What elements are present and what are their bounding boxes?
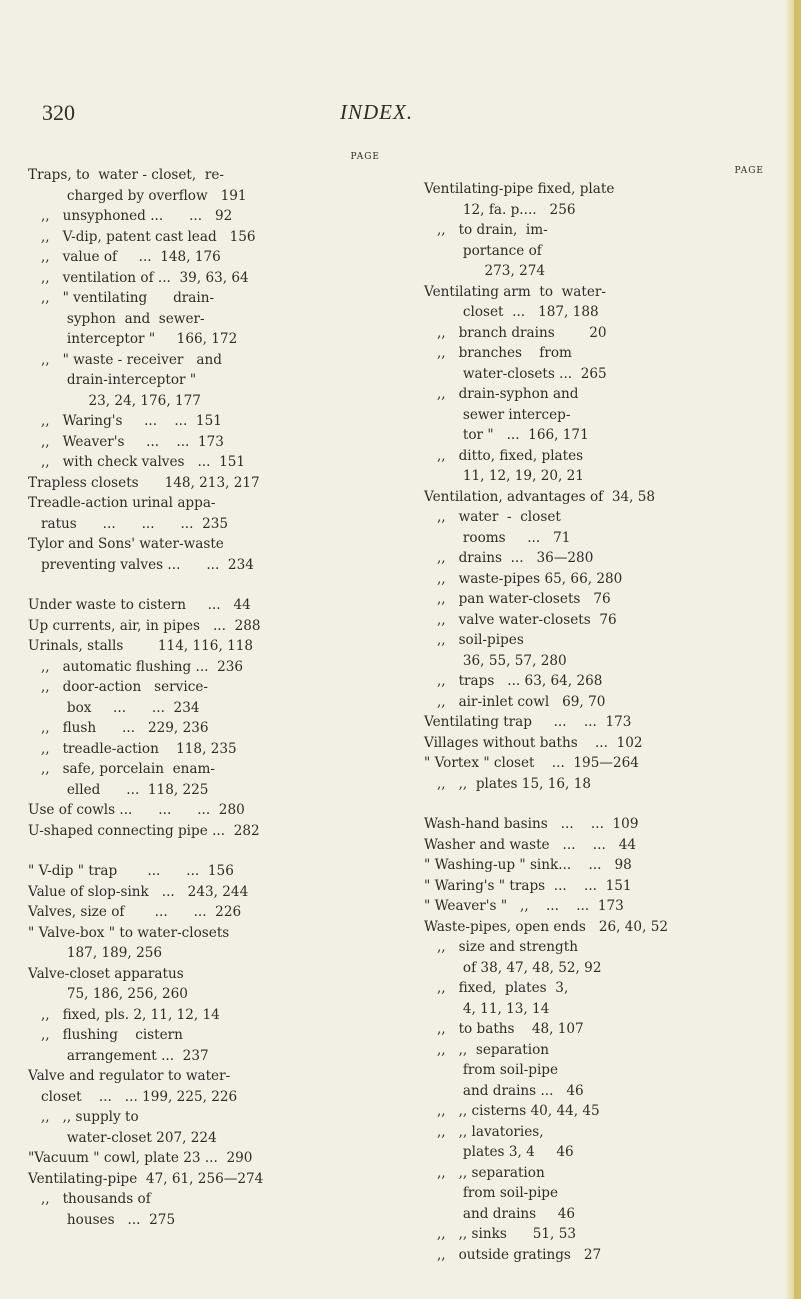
index-entry-line: ,, branches from: [424, 345, 572, 361]
index-entry-line: Wash-hand basins ... ... 109: [424, 816, 639, 832]
index-entry-line: " Washing-up " sink... ... 98: [424, 857, 632, 873]
index-entry-line: closet ... ... 199, 225, 226: [28, 1088, 238, 1105]
index-entry-line: ,, automatic flushing ... 236: [28, 658, 244, 675]
index-entry-line: Valves, size of ... ... 226: [28, 904, 242, 920]
index-entry-line: ,, drains ... 36—280: [424, 550, 594, 566]
index-entry-line: ,, ,, separation: [424, 1164, 545, 1181]
index-entry-line: from soil-pipe: [424, 1185, 559, 1201]
index-entry-line: ,, with check valves ... 151: [28, 454, 246, 470]
index-entry-line: 273, 274: [424, 263, 546, 279]
index-entry-line: water-closets ... 265: [424, 365, 607, 382]
index-entry-line: Ventilating trap ... ... 173: [424, 714, 632, 730]
index-entry-line: box ... ... 234: [28, 699, 200, 716]
index-entry-line: ,, fixed, pls. 2, 11, 12, 14: [28, 1006, 220, 1023]
index-entry-line: ,, to drain, im-: [424, 222, 548, 238]
index-entry-line: "Vacuum " cowl, plate 23 ... 290: [28, 1150, 253, 1166]
index-entry-line: 36, 55, 57, 280: [424, 652, 567, 669]
page-edge-binding: [794, 0, 801, 1299]
index-entry-line: Washer and waste ... ... 44: [424, 836, 637, 853]
index-entry-line: water-closet 207, 224: [28, 1129, 217, 1146]
index-entry-line: ,, " ventilating drain-: [28, 290, 215, 306]
index-entry-line: ratus ... ... ... 235: [28, 515, 229, 532]
index-entry-line: preventing valves ... ... 234: [28, 556, 254, 573]
index-entry-line: ,, unsyphoned ... ... 92: [28, 208, 233, 224]
index-entry-line: ,, flush ... 229, 236: [28, 720, 209, 736]
index-entry-line: ,, ,, cisterns 40, 44, 45: [424, 1103, 600, 1119]
index-entry-line: " Vortex " closet ... 195—264: [424, 755, 639, 771]
index-entry-line: arrangement ... 237: [28, 1047, 209, 1064]
index-entry-line: ,, waste-pipes 65, 66, 280: [424, 570, 623, 587]
index-entry-line: and drains ... 46: [424, 1082, 584, 1099]
index-entry-line: houses ... 275: [28, 1211, 176, 1228]
index-entry-line: Ventilating-pipe 47, 61, 256—274: [28, 1170, 264, 1187]
index-entry-line: Trapless closets 148, 213, 217: [28, 474, 260, 491]
index-entry-line: and drains 46: [424, 1205, 576, 1222]
index-entry-line: U-shaped connecting pipe ... 282: [28, 822, 260, 839]
index-entry-line: Traps, to water - closet, re-: [28, 167, 224, 183]
index-entry-line: 12, fa. p.... 256: [424, 201, 576, 218]
index-entry-line: ,, air-inlet cowl 69, 70: [424, 693, 606, 710]
index-column-left: [28, 149, 380, 1230]
index-entry-line: Ventilating-pipe fixed, plate: [424, 181, 615, 197]
index-entry-line: ,, soil-pipes: [424, 632, 524, 648]
index-entry-line: ,, valve water-closets 76: [424, 611, 617, 628]
index-block: [28, 861, 380, 1230]
index-entry-line: ,, branch drains 20: [424, 324, 607, 341]
index-entry-line: 4, 11, 13, 14: [424, 1000, 550, 1017]
index-entry-line: " V-dip " trap ... ... 156: [28, 863, 234, 879]
index-entry-line: ,, to baths 48, 107: [424, 1021, 584, 1037]
index-entry-line: ,, ,, plates 15, 16, 18: [424, 775, 591, 792]
index-entry-line: charged by overflow 191: [28, 187, 247, 204]
index-entry-line: Urinals, stalls 114, 116, 118: [28, 638, 254, 654]
index-block: [424, 814, 764, 1265]
index-entry-line: ,, " waste - receiver and: [28, 351, 222, 368]
index-entry-line: sewer intercep-: [424, 406, 571, 423]
index-entry-line: tor " ... 166, 171: [424, 427, 589, 443]
index-entry-line: Valve-closet apparatus: [28, 965, 184, 982]
index-entry-line: closet ... 187, 188: [424, 304, 599, 320]
index-entry-line: Waste-pipes, open ends 26, 40, 52: [424, 918, 669, 935]
index-entry-line: 187, 189, 256: [28, 945, 163, 961]
index-entry-line: Ventilation, advantages of 34, 58: [424, 488, 656, 505]
index-entry-line: ,, ,, sinks 51, 53: [424, 1226, 576, 1242]
index-entry-line: Valve and regulator to water-: [28, 1068, 231, 1084]
page-column-heading: PAGE: [734, 166, 764, 176]
index-entry-line: ,, ,, lavatories,: [424, 1123, 544, 1140]
index-entry-line: elled ... 118, 225: [28, 781, 209, 798]
index-entry-line: ,, V-dip, patent cast lead 156: [28, 228, 256, 245]
index-entry-line: ,, ,, supply to: [28, 1109, 139, 1125]
index-entry-line: ,, size and strength: [424, 939, 578, 955]
index-entry-line: ,, safe, porcelain enam-: [28, 761, 215, 777]
index-entry-line: interceptor " 166, 172: [28, 331, 238, 347]
index-entry-line: ,, ,, separation: [424, 1041, 550, 1058]
index-entry-line: " Weaver's " ,, ... ... 173: [424, 898, 624, 914]
index-entry-line: ,, door-action service-: [28, 679, 208, 695]
index-block: [28, 165, 380, 575]
index-block: [424, 179, 764, 794]
index-entry-line: Treadle-action urinal appa-: [28, 495, 216, 511]
index-block: [28, 595, 380, 841]
index-entry-line: ,, ditto, fixed, plates: [424, 447, 584, 464]
index-entry-line: drain-interceptor ": [28, 372, 197, 388]
page-column-heading: PAGE: [350, 152, 380, 162]
index-entry-line: ,, water - closet: [424, 509, 561, 525]
index-entry-line: ,, outside gratings 27: [424, 1246, 602, 1263]
index-entry-line: of 38, 47, 48, 52, 92: [424, 959, 602, 976]
index-entry-line: Tylor and Sons' water-waste: [28, 536, 224, 552]
index-entry-line: ,, value of ... 148, 176: [28, 249, 221, 265]
page-title: INDEX.: [340, 100, 414, 124]
index-entry-line: Up currents, air, in pipes ... 288: [28, 617, 261, 634]
index-entry-line: portance of: [424, 242, 542, 259]
index-entry-line: ,, traps ... 63, 64, 268: [424, 673, 603, 689]
index-entry-line: plates 3, 4 46: [424, 1144, 574, 1160]
index-entry-line: ,, thousands of: [28, 1191, 151, 1207]
index-entry-line: " Valve-box " to water-closets: [28, 924, 230, 941]
index-entry-line: ,, drain-syphon and: [424, 386, 579, 402]
index-entry-line: Villages without baths ... 102: [424, 734, 643, 751]
index-entry-line: ,, Weaver's ... ... 173: [28, 433, 224, 450]
index-entry-line: " Waring's " traps ... ... 151: [424, 877, 632, 894]
index-entry-line: ,, ventilation of ... 39, 63, 64: [28, 269, 249, 286]
index-entry-line: syphon and sewer-: [28, 310, 205, 327]
index-entry-line: ,, treadle-action 118, 235: [28, 740, 237, 757]
index-entry-line: ,, flushing cistern: [28, 1027, 183, 1043]
index-entry-line: ,, Waring's ... ... 151: [28, 413, 222, 429]
index-entry-line: Use of cowls ... ... ... 280: [28, 802, 245, 818]
index-entry-line: from soil-pipe: [424, 1062, 559, 1078]
index-entry-line: ,, fixed, plates 3,: [424, 980, 569, 996]
index-entry-line: Under waste to cistern ... 44: [28, 597, 251, 613]
index-entry-line: Ventilating arm to water-: [424, 283, 606, 300]
page-number: 320: [42, 100, 75, 125]
index-entry-line: 75, 186, 256, 260: [28, 986, 188, 1002]
index-entry-line: Value of slop-sink ... 243, 244: [28, 883, 249, 900]
page-header: [0, 100, 801, 130]
index-column-right: [424, 163, 764, 1265]
index-entry-line: ,, pan water-closets 76: [424, 591, 611, 607]
index-entry-line: 23, 24, 176, 177: [28, 392, 201, 409]
index-entry-line: 11, 12, 19, 20, 21: [424, 468, 584, 484]
index-entry-line: rooms ... 71: [424, 529, 571, 546]
